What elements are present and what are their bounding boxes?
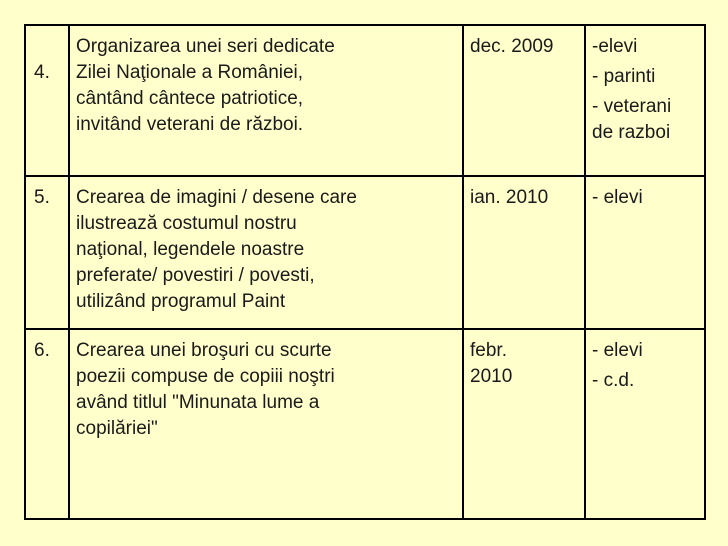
activity-text-line: Organizarea unei seri dedicate	[76, 36, 335, 57]
activity-text-line: cântând cântece patriotice,	[76, 88, 304, 109]
table-row	[25, 176, 705, 329]
activity-text-line: copilăriei"	[76, 418, 158, 439]
row-number: 6.	[34, 340, 50, 361]
activity-text-line: Crearea de imagini / desene care	[76, 187, 357, 208]
participants-cell	[585, 25, 705, 176]
row-number-cell	[25, 25, 69, 176]
participant-line: -elevi	[592, 36, 638, 57]
participant-line: - c.d.	[592, 370, 635, 391]
row-number-cell	[25, 176, 69, 329]
participant-line: - elevi	[592, 187, 643, 208]
participants-cell	[585, 176, 705, 329]
participant-line: - parinti	[592, 66, 656, 87]
activity-text-line: Zilei Naţionale a României,	[76, 62, 304, 83]
row-number: 5.	[34, 187, 50, 208]
activity-text-line: poezii compuse de copiii noştri	[76, 366, 335, 387]
date-text: febr.	[470, 340, 507, 361]
participant-line: - elevi	[592, 340, 643, 361]
participants-cell	[585, 329, 705, 519]
activities-table	[24, 24, 706, 520]
date-text: 2010	[470, 366, 513, 387]
participant-line: - veterani	[592, 96, 672, 117]
date-cell	[463, 25, 585, 176]
date-text: ian. 2010	[470, 187, 549, 208]
activity-text-line: având titlul "Minunata lume a	[76, 392, 320, 413]
activity-text-line: Crearea unei broşuri cu scurte	[76, 340, 332, 361]
table-row	[25, 329, 705, 519]
date-text: dec. 2009	[470, 36, 554, 57]
date-cell	[463, 176, 585, 329]
table-row	[25, 25, 705, 176]
activity-text-line: invitând veterani de război.	[76, 114, 304, 135]
row-number: 4.	[34, 62, 50, 83]
date-cell	[463, 329, 585, 519]
activity-text-line: utilizând programul Paint	[76, 291, 286, 312]
activity-cell	[69, 329, 463, 519]
participant-line: de razboi	[592, 122, 671, 143]
activity-cell	[69, 25, 463, 176]
row-number-cell	[25, 329, 69, 519]
activity-text-line: ilustrează costumul nostru	[76, 213, 297, 234]
activity-text-line: preferate/ povestiri / povesti,	[76, 265, 315, 286]
activity-text-line: naţional, legendele noastre	[76, 239, 305, 260]
activity-cell	[69, 176, 463, 329]
